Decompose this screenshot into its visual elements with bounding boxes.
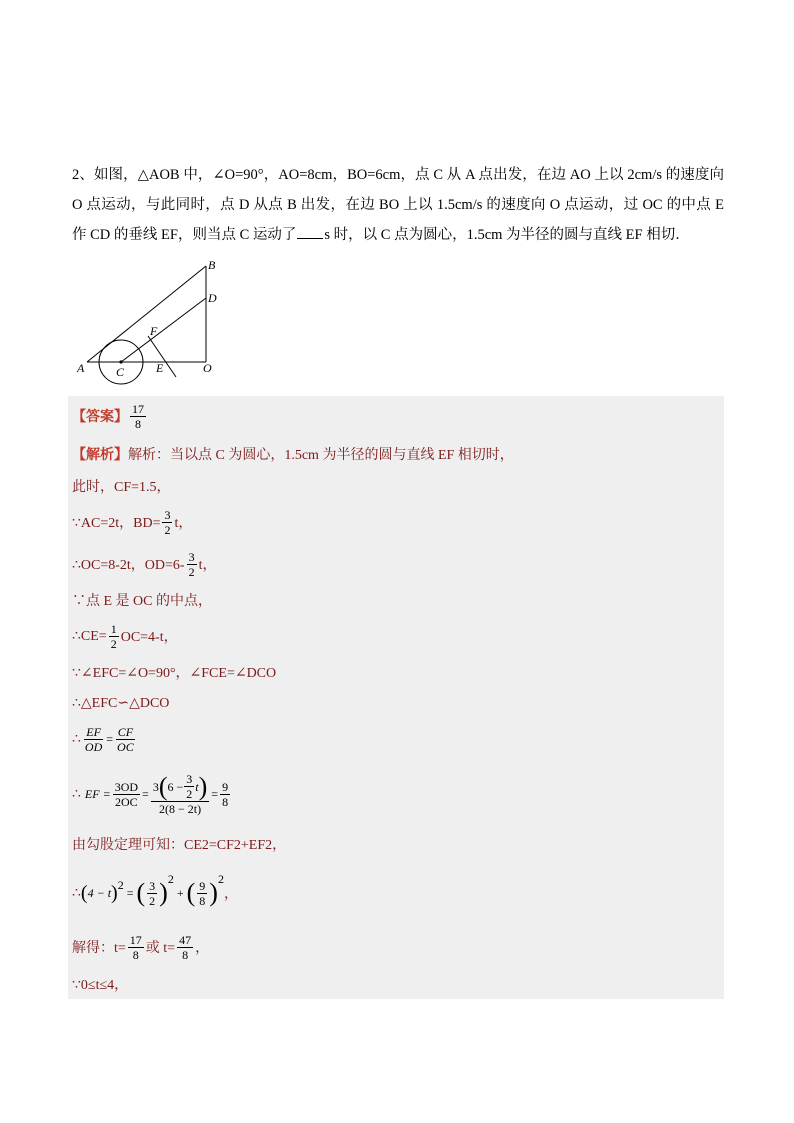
analysis-line-6: ∴CE= $\frac{1}{2}$ OC=4-t，: [72, 621, 178, 651]
label-b: B: [208, 258, 216, 272]
analysis-line-10: ∴ EF = $\frac{3OD}{2OC}$ = 3 ( 6 − $\frac{3}{2}$ t ) 2(8 − 2t) = $\frac{9}{8}$: [72, 771, 229, 816]
analysis-line-3: ∵AC=2t，BD= $\frac{3}{2}$ t，: [72, 507, 193, 537]
center-point-c: [119, 360, 122, 363]
label-d: D: [208, 291, 217, 305]
problem-text: [72, 160, 724, 250]
analysis-line-12: ∴ ( 4 − t ) 2 = ( $\frac{3}{2}$ ) 2 + ( $\frac{9}{8}$ ) 2 ，: [72, 872, 238, 908]
problem-part1: 2、如图，△AOB 中，∠O=90°，AO=8cm，BO=6cm，点 C 从 A 点出发，在边 AO 上以 2cm/s 的速度向 O 点运动，与此同时，点 D 从点 B 出发，在边 BO 上以 1.5cm/s 的速度向 O 点运动，过 OC 的中点 E 作 CD 的垂线 EF，则当点 C 运动了: [72, 167, 724, 243]
label-e: E: [156, 361, 164, 375]
analysis-line-4: ∴OC=8-2t，OD=6- $\frac{3}{2}$ t，: [72, 549, 217, 579]
analysis-line-5: ∵点 E 是 OC 的中点，: [72, 594, 212, 609]
answer-line: [72, 400, 148, 432]
problem-part2: s 时，以 C 点为圆心，1.5cm 为半径的圆与直线 EF 相切．: [324, 227, 690, 243]
analysis-line-13: 解得：t= $\frac{17}{8}$ 或 t= $\frac{47}{8}$ ，: [72, 932, 210, 962]
analysis-line-1: 【解析】 解析：当以点 C 为圆心，1.5cm 为半径的圆与直线 EF 相切时，: [72, 444, 514, 464]
answer-fraction: $\frac{17}{8}$: [132, 401, 144, 431]
label-c: C: [116, 365, 125, 379]
answer-label: 【答案】: [72, 410, 128, 425]
analysis-line-11: 由勾股定理可知：CE2=CF2+EF2，: [72, 838, 287, 853]
geometry-figure: [72, 256, 232, 386]
label-o: O: [203, 361, 212, 375]
analysis-line-14: ∵0≤t≤4，: [72, 978, 129, 993]
segment-cd: [121, 298, 206, 362]
analysis-line-8: ∴△EFC∽△DCO: [72, 695, 170, 711]
label-f: F: [150, 324, 158, 338]
answer-blank: [297, 224, 323, 239]
analysis-line-9: ∴ $\frac{EF}{OD}$ = $\frac{CF}{OC}$: [72, 724, 134, 754]
analysis-line-7: ∵∠EFC=∠O=90°，∠FCE=∠DCO: [72, 666, 277, 681]
analysis-label: 【解析】: [72, 448, 128, 463]
analysis-line-2: 此时，CF=1.5，: [72, 480, 171, 495]
label-a: A: [77, 361, 85, 375]
